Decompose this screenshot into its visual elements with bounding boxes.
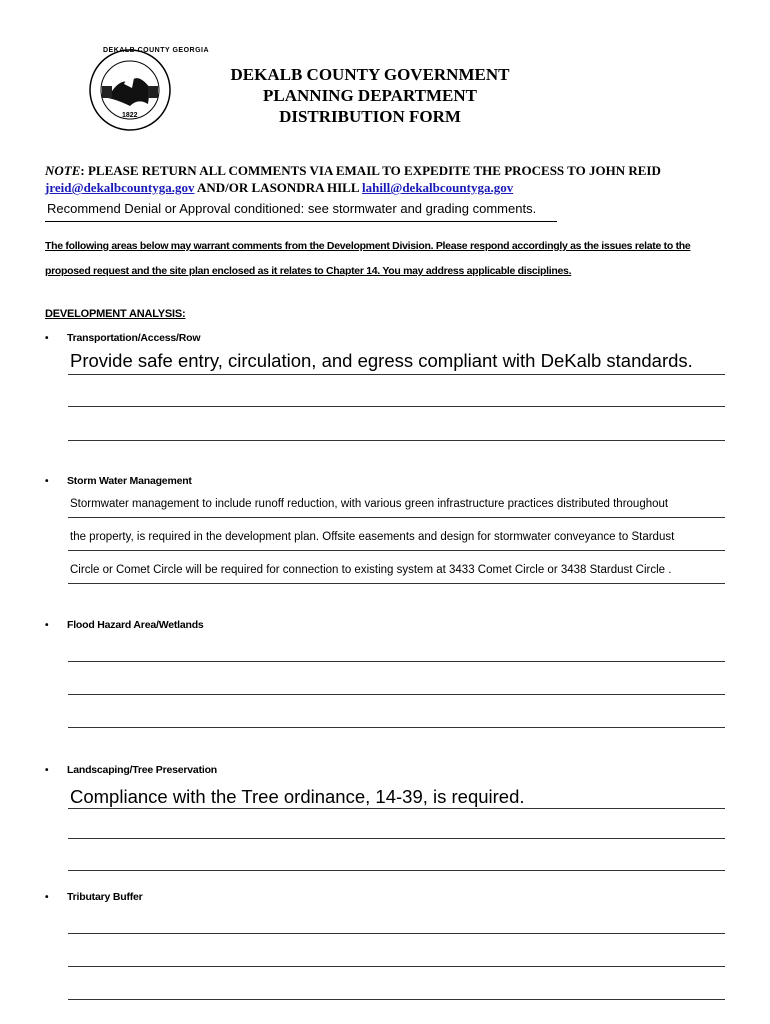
answer-line[interactable] — [68, 727, 725, 728]
bullet-dot: • — [45, 333, 49, 344]
bullet-dot: • — [45, 765, 49, 776]
answer-line[interactable] — [68, 583, 725, 584]
recommendation-field[interactable]: Recommend Denial or Approval conditioned: see stormwater and grading comments. — [45, 199, 557, 222]
bullet-tributary-buffer — [45, 891, 143, 903]
bullet-transportation — [45, 332, 200, 344]
bullet-flood-hazard — [45, 619, 204, 631]
bullet-dot: • — [45, 620, 49, 631]
answer-line[interactable] — [68, 999, 725, 1000]
bullet-title: Tributary Buffer — [67, 891, 143, 903]
bullet-dot: • — [45, 476, 49, 487]
seal-year: 1822 — [122, 112, 138, 119]
storm-water-comment-line-2[interactable]: the property, is required in the development plan. Offsite easements and design for stormwater conveyance to Stardust — [70, 531, 675, 543]
bullet-storm-water — [45, 475, 192, 487]
bullet-landscaping — [45, 764, 217, 776]
header-line-2: PLANNING DEPARTMENT — [263, 86, 477, 105]
storm-water-comment-line-1[interactable]: Stormwater management to include runoff reduction, with various green infrastructure practices distributed throughout — [70, 498, 669, 510]
intro-line-2: proposed request and the site plan enclosed as it relates to Chapter 14. You may address applicable disciplines. — [45, 265, 572, 277]
answer-line[interactable] — [68, 440, 725, 441]
answer-line[interactable] — [68, 933, 725, 934]
transportation-comment[interactable]: Provide safe entry, circulation, and egress compliant with DeKalb standards. — [70, 350, 693, 371]
intro-line-1: The following areas below may warrant comments from the Development Division. Please respond accordingly as the issues relate to the — [45, 240, 691, 252]
answer-line[interactable] — [68, 870, 725, 871]
landscaping-comment[interactable]: Compliance with the Tree ordinance, 14-39, is required. — [70, 786, 525, 807]
bullet-title: Landscaping/Tree Preservation — [67, 764, 218, 776]
email-link-lahill[interactable]: lahill@dekalbcountyga.gov — [362, 180, 514, 195]
answer-line[interactable] — [68, 406, 725, 407]
county-seal-logo — [88, 48, 172, 132]
note-mid: AND/OR LASONDRA HILL — [194, 180, 363, 195]
answer-line[interactable] — [68, 838, 725, 839]
answer-line[interactable] — [68, 517, 725, 518]
answer-line[interactable] — [68, 374, 725, 375]
bullet-title: Flood Hazard Area/Wetlands — [67, 619, 204, 631]
answer-line[interactable] — [68, 694, 725, 695]
email-link-jreid[interactable]: jreid@dekalbcountyga.gov — [45, 180, 195, 195]
note-text: : PLEASE RETURN ALL COMMENTS VIA EMAIL TO EXPEDITE THE PROCESS TO JOHN REID — [80, 163, 661, 178]
header-line-3: DISTRIBUTION FORM — [279, 107, 461, 126]
bullet-title: Storm Water Management — [67, 475, 192, 487]
bullet-title: Transportation/Access/Row — [67, 332, 201, 344]
storm-water-comment-line-3[interactable]: Circle or Comet Circle will be required for connection to existing system at 3433 Comet Circle or 3438 Stardust Circle . — [70, 564, 672, 576]
seal-text: DEKALB COUNTY GEORGIA — [103, 47, 210, 54]
answer-line[interactable] — [68, 808, 725, 809]
bullet-dot: • — [45, 892, 49, 903]
answer-line[interactable] — [68, 966, 725, 967]
answer-line[interactable] — [68, 661, 725, 662]
note-label: NOTE — [45, 163, 81, 178]
answer-line[interactable] — [68, 550, 725, 551]
note-block — [45, 162, 735, 196]
header-line-1: DEKALB COUNTY GOVERNMENT — [230, 65, 510, 84]
section-title: DEVELOPMENT ANALYSIS: — [45, 308, 186, 320]
